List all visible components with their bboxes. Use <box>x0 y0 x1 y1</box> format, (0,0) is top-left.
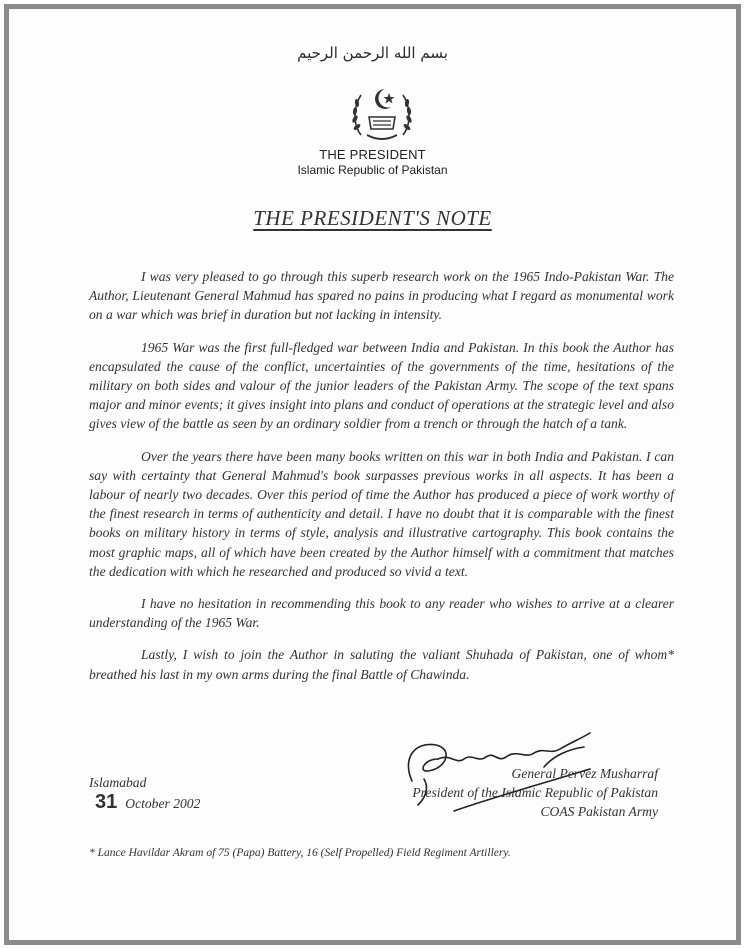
page-title: THE PRESIDENT'S NOTE <box>253 206 492 230</box>
place: Islamabad <box>89 775 147 790</box>
office-title: THE PRESIDENT <box>319 147 426 162</box>
bismillah-inscription: بسم الله الرحمن الرحيم <box>297 44 448 62</box>
date-month-year: October 2002 <box>125 796 201 811</box>
footnote: * Lance Havildar Akram of 75 (Papa) Battery, 16 (Self Propelled) Field Regiment Artillery. <box>89 847 511 859</box>
letter-page <box>4 4 741 945</box>
signatory-name: General Pervez Musharraf <box>511 766 658 781</box>
letter-body <box>89 267 674 697</box>
date-day: 31 <box>95 791 118 813</box>
paragraph: I have no hesitation in recommending this book to any reader who wishes to arrive at a clearer understanding of the 1965 War. <box>89 596 674 631</box>
date <box>95 791 200 814</box>
office-subtitle: Islamic Republic of Pakistan <box>297 163 448 177</box>
paragraph: I was very pleased to go through this superb research work on the 1965 Indo-Pakistan War. The Author, Lieutenant General Mahmud has spared no pains in producing what I regard as monumental work on a war which was brief in duration but not lacking in intensity. <box>89 269 674 323</box>
paragraph: Lastly, I wish to join the Author in saluting the valiant Shuhada of Pakistan, one of whom* breathed his last in my own arms during the final Battle of Chawinda. <box>89 647 674 682</box>
paragraph: 1965 War was the first full-fledged war between India and Pakistan. In this book the Author has encapsulated the cause of the conflict, uncertainties of the governments of the time, hesitations of the military on both sides and valour of the junior leaders of the Pakistan Army. The scope of the text spans major and minor events; it gives insight into plans and conduct of operations at the strategic level and also gives view of the battle as seen by an ordinary soldier from a trench or through the hatch of a tank. <box>89 339 674 432</box>
signature-block <box>412 764 658 821</box>
signatory-role: COAS Pakistan Army <box>540 804 658 819</box>
paragraph: Over the years there have been many books written on this war in both India and Pakistan. I can say with certainty that General Mahmud's book surpasses previous works in all aspects. It has been a labour of nearly two decades. Over this period of time the Author has produced a piece of work worthy of the finest research in terms of authenticity and detail. I have no doubt that it is comparable with the finest books on military history in terms of style, analysis and illustrative cartography. This book contains the most graphic maps, all of which have been created by the Author himself with a commitment that matches the dedication with which he researched and produced so vivid a text. <box>89 448 674 579</box>
state-emblem-icon <box>347 83 417 145</box>
signatory-title: President of the Islamic Republic of Pakistan <box>412 785 658 800</box>
